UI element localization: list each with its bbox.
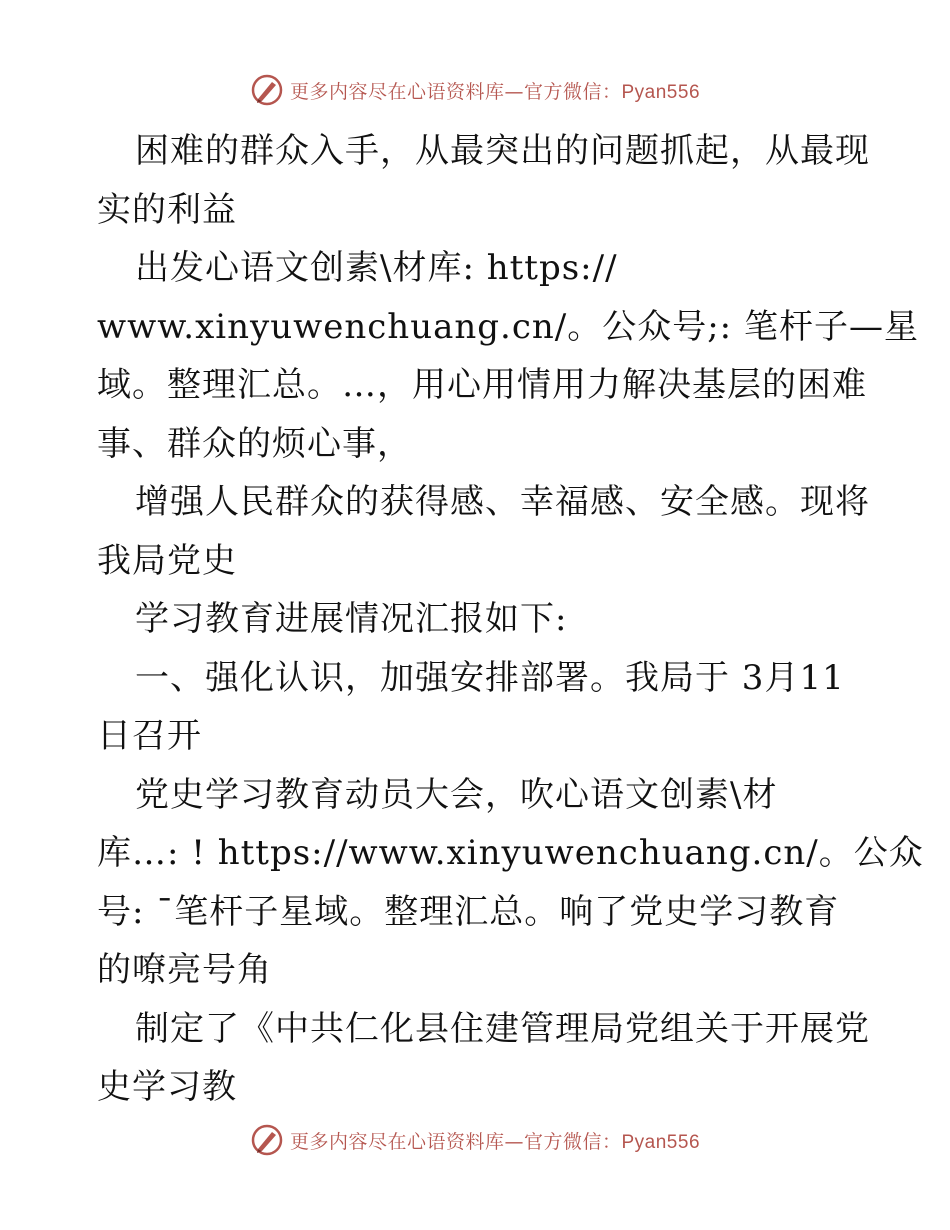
text-line: 日召开 [97,716,202,756]
text-line: 制定了《中共仁化县住建管理局党组关于开展党 [135,1008,870,1049]
watermark-text: 更多内容尽在心语资料库—官方微信：Pyan556 [289,1130,701,1153]
text-line: www.xinyuwenchuang.cn/。公众号;: 笔杆子—星 [97,306,919,347]
text-line: 增强人民群众的获得感、幸福感、安全感。现将 [135,482,870,522]
footer-watermark [0,1120,950,1160]
text-line: 库…: ! https://www.xinyuwenchuang.cn/。公众 [97,833,924,873]
text-line: 事、群众的烦心事， [97,423,412,464]
text-line: 学习教育进展情况汇报如下: [135,599,568,639]
pen-logo-icon [250,73,284,107]
text-line: 出发心语文创素\材库: https:// [135,248,618,288]
header-watermark [0,70,950,110]
text-line: 的嘹亮号角 [97,950,272,990]
text-line: 实的利益 [97,189,237,230]
text-line: 史学习教 [97,1067,237,1107]
pen-logo-icon [250,1123,284,1157]
text-line: 我局党史 [97,540,237,581]
text-line: 困难的群众入手，从最突出的问题抓起，从最现 [135,131,870,171]
text-line: 号: ¯笔杆子星域。整理汇总。响了党史学习教育 [97,891,840,932]
text-line: 一、强化认识，加强安排部署。我局于 3月11 [135,657,845,698]
text-line: 党史学习教育动员大会，吹心语文创素\材 [135,774,778,815]
watermark-text: 更多内容尽在心语资料库—官方微信：Pyan556 [289,80,701,103]
document-body [97,122,924,1117]
text-line: 域。整理汇总。…，用心用情用力解决基层的困难 [97,365,867,405]
